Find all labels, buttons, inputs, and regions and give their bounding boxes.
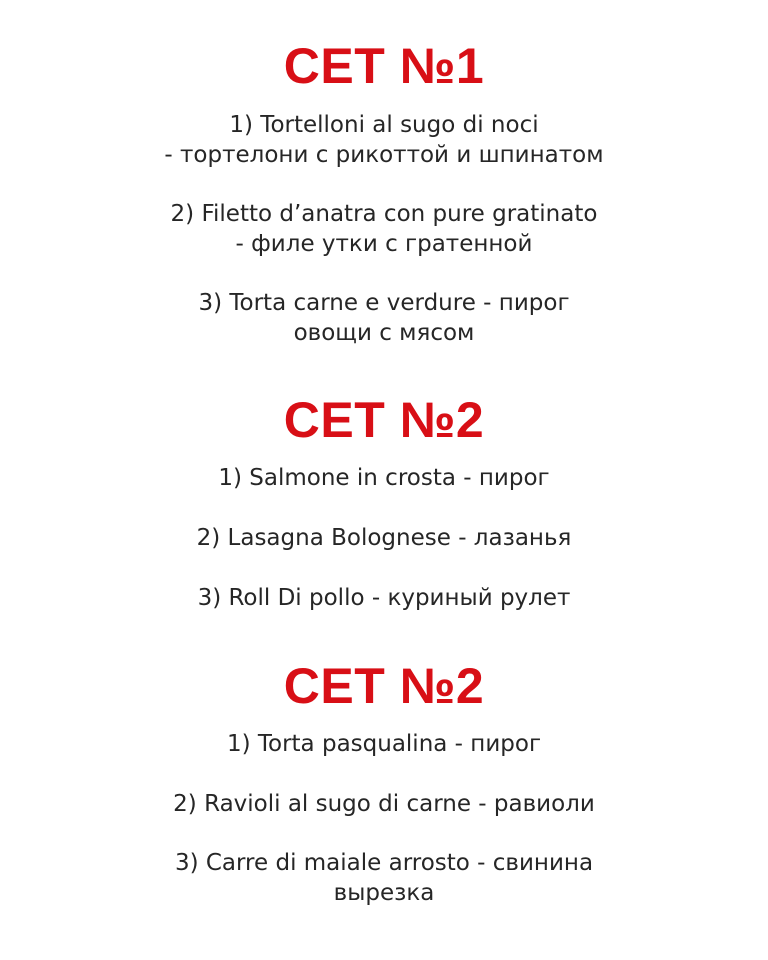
set-2-dish-1-name: 1) Salmone in crosta - пирог bbox=[218, 465, 550, 491]
set-2-dish-1 bbox=[0, 463, 768, 493]
set-2-title: СЕТ №2 bbox=[283, 392, 485, 448]
set-3-dish-2 bbox=[0, 789, 768, 819]
set-1-dish-1-name: 1) Tortelloni al sugo di noci bbox=[229, 112, 539, 138]
set-2-dish-3 bbox=[0, 583, 768, 613]
set-1-title: СЕТ №1 bbox=[283, 38, 485, 94]
set-1-dish-1-description: - тортелони с рикоттой и шпинатом bbox=[164, 142, 604, 168]
set-2-dish-3-name: 3) Roll Di pollo - куриный рулет bbox=[197, 585, 571, 611]
set-3-dish-3-description: вырезка bbox=[333, 880, 435, 906]
set-1-dish-3-name: 3) Torta carne e verdure - пирог bbox=[198, 290, 570, 316]
set-3-dish-3 bbox=[0, 848, 768, 908]
set-2-dish-2-name: 2) Lasagna Bolognese - лазанья bbox=[196, 525, 572, 551]
set-2-dish-2 bbox=[0, 523, 768, 553]
set-3-dish-1 bbox=[0, 729, 768, 759]
set-1-dish-2 bbox=[0, 199, 768, 259]
set-1-dish-3-description: овощи с мясом bbox=[293, 320, 475, 346]
set-1-dish-1 bbox=[0, 110, 768, 170]
set-3-dish-3-name: 3) Carre di maiale arrosto - свинина bbox=[174, 850, 594, 876]
set-3-dish-2-name: 2) Ravioli al sugo di carne - равиоли bbox=[173, 791, 595, 817]
set-1-dish-2-description: - филе утки с гратенной bbox=[235, 231, 533, 257]
set-1-dish-3 bbox=[0, 288, 768, 348]
set-1-dish-2-name: 2) Filetto d’anatra con pure gratinato bbox=[170, 201, 598, 227]
set-3-title: СЕТ №2 bbox=[283, 658, 485, 714]
set-3-dish-1-name: 1) Torta pasqualina - пирог bbox=[226, 731, 542, 757]
